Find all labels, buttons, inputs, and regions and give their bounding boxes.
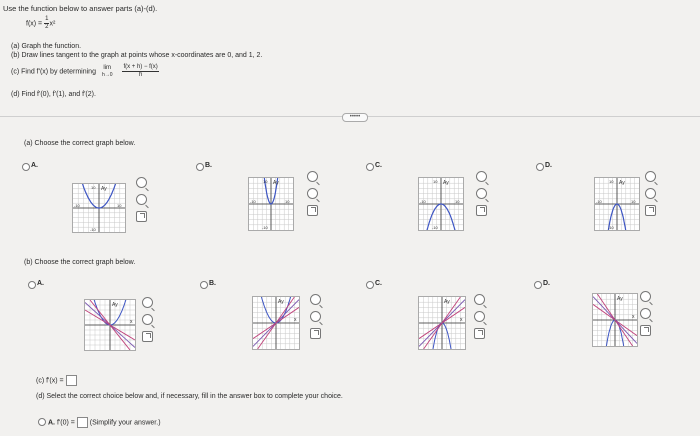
open-external-icon[interactable] <box>307 205 318 216</box>
part-a-description: (a) Graph the function. <box>11 43 82 50</box>
x-axis-label: x <box>294 317 297 323</box>
zoom-in-icon[interactable] <box>640 291 651 302</box>
limit-sub: h→0 <box>101 71 113 78</box>
part-a-option-label-3: D. <box>545 162 552 169</box>
function-num: 1 <box>45 16 49 22</box>
zoom-in-icon[interactable] <box>307 171 318 182</box>
part-b-graph-svg-0 <box>85 300 135 350</box>
difference-quotient <box>122 64 158 79</box>
tick-left: -10 <box>250 199 256 204</box>
expand-button[interactable]: ••••• <box>342 113 368 122</box>
part-d-prompt: (d) Select the correct choice below and, if necessary, fill in the answer box to complete your choice. <box>36 393 343 400</box>
part-b-graph-svg-1 <box>253 297 299 349</box>
tick-top: 10 <box>91 185 96 190</box>
limit-symbol <box>102 65 113 79</box>
function-definition <box>26 16 55 31</box>
function-tail: x² <box>49 20 56 28</box>
zoom-out-icon[interactable] <box>307 188 318 199</box>
part-a-graph-svg-2 <box>419 178 463 230</box>
part-b-description: (b) Draw lines tangent to the graph at points whose x-coordinates are 0, and 1, 2. <box>11 52 263 59</box>
part-a-graph-svg-1 <box>249 178 293 230</box>
zoom-in-icon[interactable] <box>476 171 487 182</box>
open-external-icon[interactable] <box>474 328 485 339</box>
tick-bottom: -10 <box>262 225 268 230</box>
part-d-radio-a[interactable] <box>38 418 46 426</box>
part-b-radio-2[interactable] <box>366 281 374 289</box>
tick-right: 10 <box>285 199 290 204</box>
zoom-out-icon[interactable] <box>310 311 321 322</box>
y-axis-label: Ay <box>444 299 450 305</box>
zoom-out-icon[interactable] <box>474 311 485 322</box>
part-b-option-label-3: D. <box>543 280 550 287</box>
zoom-in-icon[interactable] <box>474 294 485 305</box>
difference-den: h <box>138 72 143 78</box>
part-b-prompt: (b) Choose the correct graph below. <box>24 259 136 266</box>
zoom-out-icon[interactable] <box>142 314 153 325</box>
part-d-description: (d) Find f'(0), f'(1), and f'(2). <box>11 91 96 98</box>
tick-right: 10 <box>631 199 636 204</box>
y-axis-label: Ay <box>617 296 623 302</box>
part-d-option-a <box>48 417 161 428</box>
x-axis-label: x <box>460 317 463 323</box>
part-a-graph-2 <box>418 177 464 231</box>
y-axis-label: Ay <box>273 180 279 186</box>
part-b-radio-0[interactable] <box>28 281 36 289</box>
tick-right: 10 <box>455 199 460 204</box>
part-d-option-a-text: f'(0) = <box>56 419 75 427</box>
part-b-radio-3[interactable] <box>534 281 542 289</box>
part-b-option-label-0: A. <box>37 280 44 287</box>
tick-bottom: -10 <box>90 227 96 232</box>
tick-right: 10 <box>117 203 122 208</box>
part-b-graph-svg-2 <box>419 297 465 349</box>
part-b-radio-1[interactable] <box>200 281 208 289</box>
function-lhs: f(x) = <box>26 20 43 28</box>
zoom-in-icon[interactable] <box>136 177 147 188</box>
open-external-icon[interactable] <box>476 205 487 216</box>
part-a-graph-3 <box>594 177 640 231</box>
part-a-graph-1 <box>248 177 294 231</box>
part-b-graph-3 <box>592 293 638 347</box>
part-a-graph-svg-0 <box>73 184 125 232</box>
y-axis-label: Ay <box>101 186 107 192</box>
open-external-icon[interactable] <box>640 325 651 336</box>
zoom-in-icon[interactable] <box>142 297 153 308</box>
y-axis-label: Ay <box>619 180 625 186</box>
limit-word: lim <box>103 64 112 71</box>
part-a-option-label-0: A. <box>31 162 38 169</box>
part-d-option-a-letter: A. <box>48 419 55 427</box>
x-axis-label: x <box>632 314 635 320</box>
part-d-answer-box[interactable] <box>77 417 88 428</box>
zoom-out-icon[interactable] <box>645 188 656 199</box>
tick-top: 10 <box>609 179 614 184</box>
open-external-icon[interactable] <box>310 328 321 339</box>
tick-left: -10 <box>420 199 426 204</box>
part-a-radio-0[interactable] <box>22 163 30 171</box>
y-axis-label: Ay <box>112 302 118 308</box>
part-b-graph-svg-3 <box>593 294 637 346</box>
part-b-graph-0 <box>84 299 136 351</box>
tick-top: 10 <box>433 179 438 184</box>
part-b-option-label-2: C. <box>375 280 382 287</box>
zoom-in-icon[interactable] <box>645 171 656 182</box>
part-c-label: (c) f'(x) = <box>36 377 64 385</box>
part-a-option-label-2: C. <box>375 162 382 169</box>
y-axis-label: Ay <box>278 299 284 305</box>
zoom-out-icon[interactable] <box>136 194 147 205</box>
part-a-option-label-1: B. <box>205 162 212 169</box>
part-b-graph-2 <box>418 296 466 350</box>
part-d-option-a-hint: (Simplify your answer.) <box>89 419 161 427</box>
part-c-answer-row <box>36 375 77 386</box>
function-den: 2 <box>45 24 49 30</box>
part-a-radio-1[interactable] <box>196 163 204 171</box>
tick-bottom: -10 <box>432 225 438 230</box>
zoom-in-icon[interactable] <box>310 294 321 305</box>
difference-num: f(x + h) − f(x) <box>123 64 158 70</box>
part-a-graph-svg-3 <box>595 178 639 230</box>
zoom-out-icon[interactable] <box>476 188 487 199</box>
part-a-radio-2[interactable] <box>366 163 374 171</box>
part-b-option-label-1: B. <box>209 280 216 287</box>
open-external-icon[interactable] <box>142 331 153 342</box>
open-external-icon[interactable] <box>645 205 656 216</box>
x-axis-label: x <box>130 319 133 325</box>
part-c-description <box>11 64 159 79</box>
part-c-answer-box[interactable] <box>66 375 77 386</box>
y-axis-label: Ay <box>443 180 449 186</box>
part-a-prompt: (a) Choose the correct graph below. <box>24 140 136 147</box>
open-external-icon[interactable] <box>136 211 147 222</box>
tick-left: -10 <box>74 203 80 208</box>
zoom-out-icon[interactable] <box>640 308 651 319</box>
instruction-text: Use the function below to answer parts (a)-(d). <box>3 4 158 13</box>
part-c-pre: (c) Find f'(x) by determining <box>11 68 96 76</box>
tick-left: -10 <box>596 199 602 204</box>
tick-top: 10 <box>263 179 268 184</box>
part-b-graph-1 <box>252 296 300 350</box>
part-a-radio-3[interactable] <box>536 163 544 171</box>
tick-bottom: -10 <box>608 225 614 230</box>
part-a-graph-0 <box>72 183 126 233</box>
